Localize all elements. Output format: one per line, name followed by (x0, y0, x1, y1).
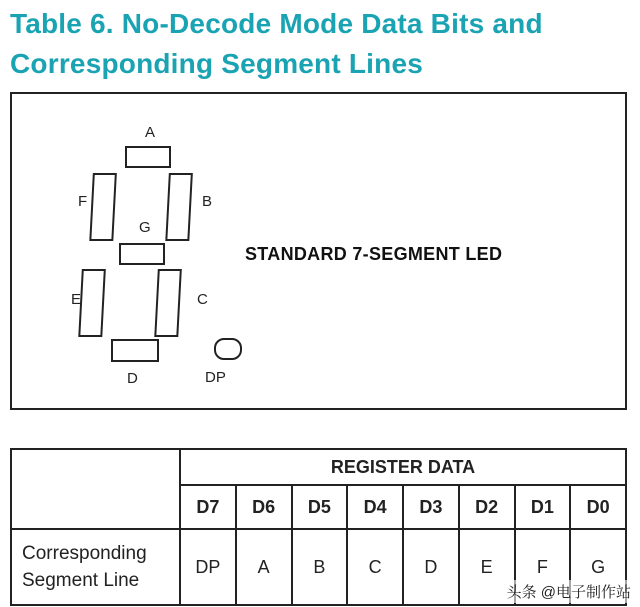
segment-cell: B (292, 529, 348, 605)
segment-dp (215, 339, 241, 359)
segment-b (166, 174, 191, 240)
bit-header: D0 (570, 485, 626, 529)
segment-f (90, 174, 115, 240)
segment-cell: C (347, 529, 403, 605)
segment-cell: DP (180, 529, 236, 605)
label-segment-dp: DP (205, 369, 226, 386)
table-header-row (11, 449, 626, 485)
label-segment-f: F (78, 193, 88, 210)
segment-cell: F (515, 529, 571, 605)
segment-cell: E (459, 529, 515, 605)
bit-header: D1 (515, 485, 571, 529)
title-line-2: Corresponding Segment Lines (10, 48, 423, 79)
label-segment-c: C (197, 291, 208, 308)
segment-e (79, 270, 104, 336)
row-label (11, 529, 180, 605)
led-figure-box (10, 92, 627, 410)
title-line-1: Table 6. No-Decode Mode Data Bits and (10, 8, 543, 39)
bit-header: D5 (292, 485, 348, 529)
bit-header: D7 (180, 485, 236, 529)
label-segment-e: E (71, 291, 82, 308)
bit-header: D4 (347, 485, 403, 529)
segment-cell: A (236, 529, 292, 605)
row-label-line-1: Corresponding (22, 543, 147, 564)
table-title (10, 4, 630, 84)
register-data-header: REGISTER DATA (180, 449, 626, 485)
row-label-line-2: Segment Line (22, 570, 140, 591)
label-segment-a: A (145, 124, 156, 141)
bit-header: D6 (236, 485, 292, 529)
segment-cell: D (403, 529, 459, 605)
empty-corner-cell (11, 449, 180, 529)
label-segment-b: B (202, 193, 213, 210)
label-segment-g: G (139, 219, 151, 236)
segment-d (112, 340, 158, 361)
segment-c (155, 270, 180, 336)
figure-caption: STANDARD 7-SEGMENT LED (245, 244, 503, 264)
bit-header: D2 (459, 485, 515, 529)
label-segment-d: D (127, 370, 138, 387)
segment-cell: G (570, 529, 626, 605)
segment-a (126, 147, 170, 167)
segment-g (120, 244, 164, 264)
bit-header: D3 (403, 485, 459, 529)
watermark: 头条 @电子制作站 (504, 580, 634, 603)
